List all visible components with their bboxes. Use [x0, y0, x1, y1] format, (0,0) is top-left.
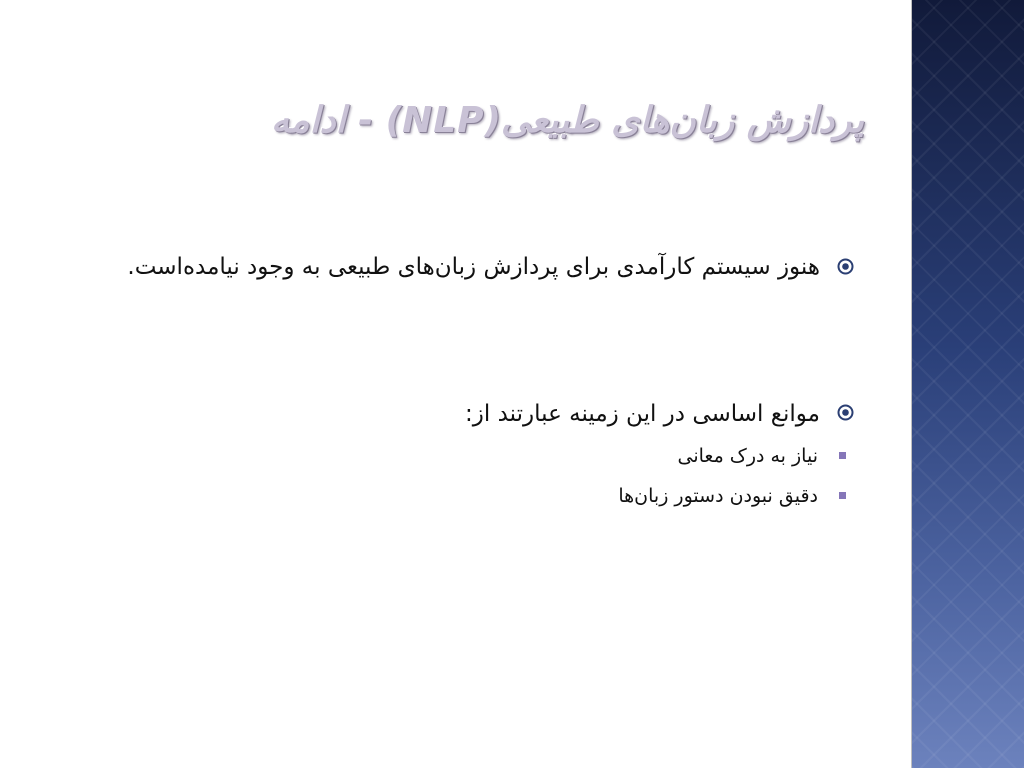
sub-bullet-item-2 — [114, 476, 846, 516]
sub-bullet-text-1: نیاز به درک معانی — [677, 445, 818, 467]
bullet-item-1 — [114, 246, 854, 288]
sub-bullet-text-2: دقیق نبودن دستور زبان‌ها — [618, 485, 818, 507]
slide-content — [114, 246, 854, 516]
sub-bullet-item-1 — [114, 436, 846, 476]
bullet-item-2 — [114, 392, 854, 436]
square-bullet-icon — [839, 452, 846, 459]
circle-dot-bullet-icon — [837, 258, 854, 275]
bullet-text-1: هنوز سیستم کارآمدی برای پردازش زبان‌های طبیعی به وجود نیامده‌است. — [127, 254, 820, 280]
decorative-side-panel — [912, 0, 1024, 768]
bullet-text-2: موانع اساسی در این زمینه عبارتند از: — [465, 401, 820, 427]
square-bullet-icon — [839, 492, 846, 499]
slide-title: پردازش زبان‌های طبیعی(NLP) - ادامه — [270, 100, 864, 141]
circle-dot-bullet-icon — [837, 404, 854, 421]
